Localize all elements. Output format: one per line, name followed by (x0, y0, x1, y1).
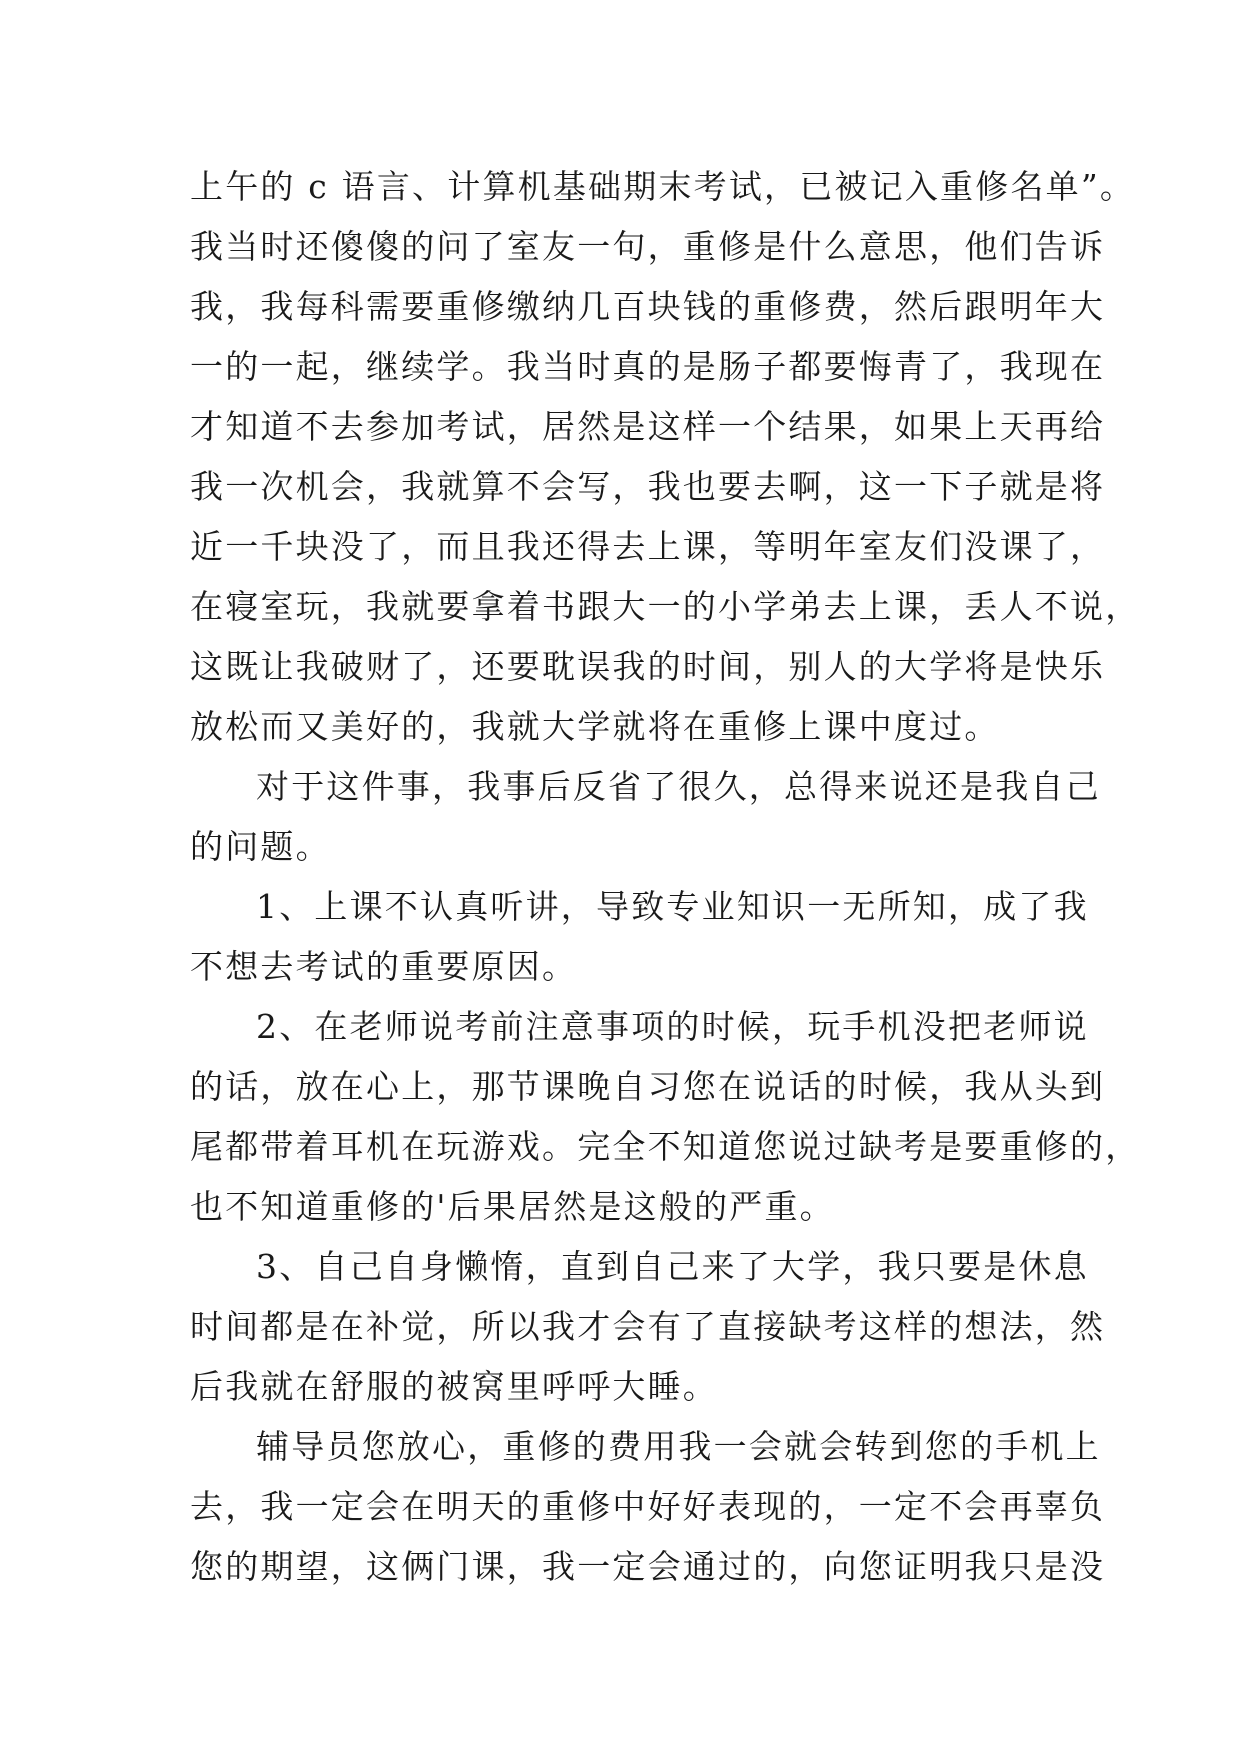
text-line: 的话，放在心上，那节课晚自习您在说话的时候，我从头到 (190, 1067, 1106, 1106)
list-item-2: 2、在老师说考前注意事项的时候，玩手机没把老师说 (256, 1007, 1089, 1046)
list-item-1: 1、上课不认真听讲，导致专业知识一无所知，成了我 (256, 887, 1089, 926)
text-line: 近一千块没了，而且我还得去上课，等明年室友们没课了， (190, 527, 1106, 566)
text-line: 您的期望，这俩门课，我一定会通过的，向您证明我只是没 (190, 1547, 1106, 1586)
body-text (190, 157, 1141, 1597)
text-line: 的问题。 (190, 827, 331, 866)
paragraph-start-line: 辅导员您放心，重修的费用我一会就会转到您的手机上 (256, 1427, 1101, 1466)
text-line: 去，我一定会在明天的重修中好好表现的，一定不会再辜负 (190, 1487, 1106, 1526)
text-line: 也不知道重修的'后果居然是这般的严重。 (190, 1187, 835, 1226)
text-line: 这既让我破财了，还要耽误我的时间，别人的大学将是快乐 (190, 647, 1106, 686)
paragraph-start-line: 对于这件事，我事后反省了很久，总得来说还是我自己 (256, 767, 1101, 806)
text-line: 我当时还傻傻的问了室友一句，重修是什么意思，他们告诉 (190, 227, 1106, 266)
text-line: 我一次机会，我就算不会写，我也要去啊，这一下子就是将 (190, 467, 1106, 506)
text-line: 尾都带着耳机在玩游戏。完全不知道您说过缺考是要重修的， (190, 1127, 1141, 1166)
text-line: 时间都是在补觉，所以我才会有了直接缺考这样的想法，然 (190, 1307, 1106, 1346)
text-line: 放松而又美好的，我就大学就将在重修上课中度过。 (190, 707, 1000, 746)
text-line: 在寝室玩，我就要拿着书跟大一的小学弟去上课，丢人不说， (190, 587, 1141, 626)
text-line: 不想去考试的重要原因。 (190, 947, 578, 986)
text-line: 才知道不去参加考试，居然是这样一个结果，如果上天再给 (190, 407, 1106, 446)
list-item-3: 3、自己自身懒惰，直到自己来了大学，我只要是休息 (256, 1247, 1089, 1286)
text-line: 一的一起，继续学。我当时真的是肠子都要悔青了，我现在 (190, 347, 1106, 386)
text-line: 后我就在舒服的被窝里呼呼大睡。 (190, 1367, 718, 1406)
text-line: 上午的 c 语言、计算机基础期末考试，已被记入重修名单”。 (190, 167, 1136, 206)
text-line: 我，我每科需要重修缴纳几百块钱的重修费，然后跟明年大 (190, 287, 1106, 326)
